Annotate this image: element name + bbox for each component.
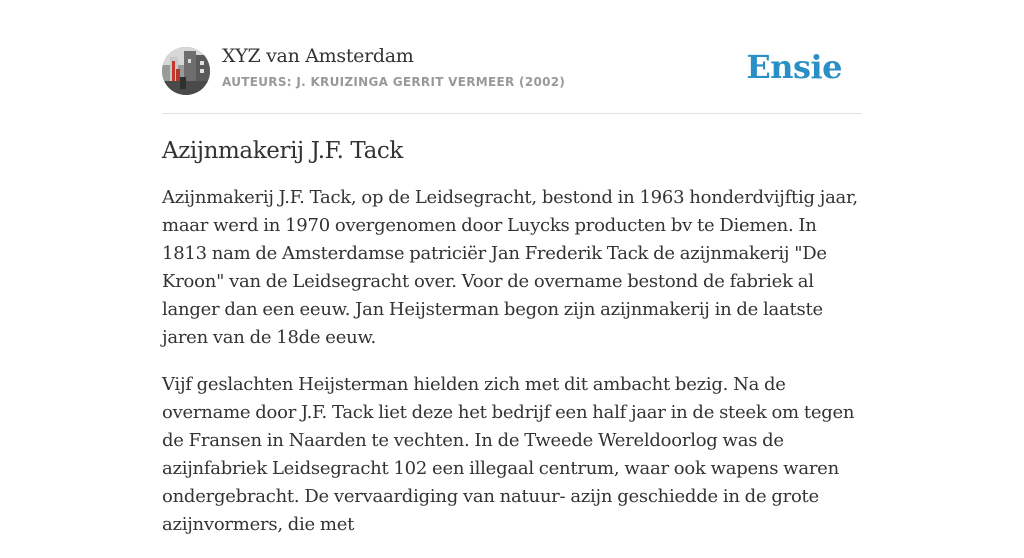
article-paragraph: Azijnmakerij J.F. Tack, op de Leidsegracht, bestond in 1963 honderdvijftig jaar, maar werd in 1970 overgenomen door Luycks producten bv te Diemen. In 1813 nam de Amsterdamse patriciër Jan Frederik Tack de azijnmakerij "De Kroon" van de Leidsegracht over. Voor de overname bestond de fabriek al langer dan een eeuw. Jan Heijsterman begon zijn azijnmakerij in de laatste jaren van de 18de eeuw. bbox=[162, 187, 858, 348]
ensie-logo[interactable]: Ensie bbox=[746, 48, 842, 86]
book-title[interactable]: XYZ van Amsterdam bbox=[222, 45, 414, 67]
book-authors: AUTEURS: J. KRUIZINGA GERRIT VERMEER (2002) bbox=[222, 75, 566, 89]
street-photo-icon bbox=[162, 47, 210, 95]
article-title: Azijnmakerij J.F. Tack bbox=[162, 138, 403, 164]
article-paragraph: Vijf geslachten Heijsterman hielden zich met dit ambacht bezig. Na de overname door J.F. Tack liet deze het bedrijf een half jaar in de steek om tegen de Fransen in Naarden te vechten. In de Tweede Wereldoorlog was de azijnfabriek Leidsegracht 102 een illegaal centrum, waar ook wapens waren ondergebracht. De vervaardiging van natuur- azijn geschiedde in de grote azijnvormers, die met bbox=[162, 374, 855, 535]
article-body bbox=[162, 184, 862, 539]
book-header bbox=[162, 0, 862, 114]
page bbox=[162, 0, 862, 558]
book-cover-avatar[interactable] bbox=[162, 47, 210, 95]
